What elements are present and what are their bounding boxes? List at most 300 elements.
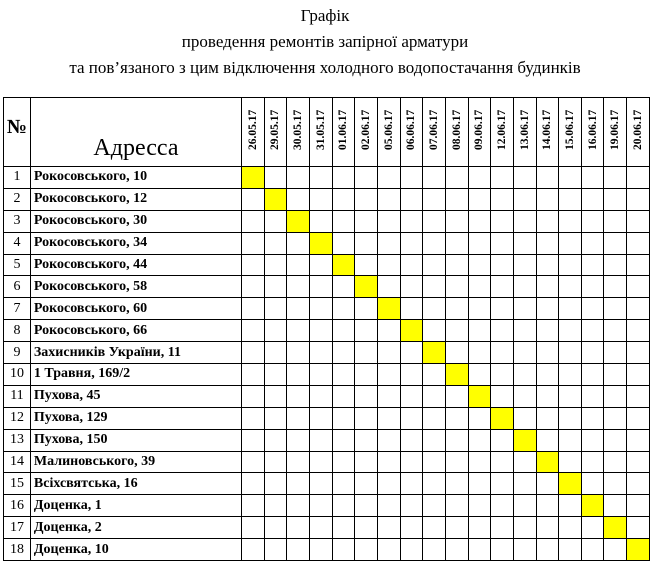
schedule-cell (559, 429, 582, 451)
row-address: 1 Травня, 169/2 (30, 364, 241, 386)
title-line-3: та пов’язаного з цим відключення холодного водопостачання будинків (69, 58, 581, 77)
row-address: Рокосовського, 12 (30, 188, 241, 210)
schedule-cell (355, 495, 378, 517)
schedule-cell (604, 232, 627, 254)
schedule-cell (332, 407, 355, 429)
schedule-cell (536, 320, 559, 342)
schedule-cell (377, 210, 400, 232)
schedule-cell (604, 254, 627, 276)
schedule-cell (536, 517, 559, 539)
header-date (355, 98, 378, 167)
schedule-cell (355, 473, 378, 495)
schedule-cell (377, 188, 400, 210)
schedule-cell (264, 495, 287, 517)
schedule-cell (400, 276, 423, 298)
schedule-cell (445, 342, 468, 364)
header-date-label: 29.05.17 (269, 109, 282, 150)
schedule-cell (309, 517, 332, 539)
schedule-cell (468, 495, 491, 517)
schedule-cell (355, 385, 378, 407)
schedule-cell (287, 167, 310, 189)
scheduled-cell (332, 254, 355, 276)
schedule-cell (309, 407, 332, 429)
schedule-cell (581, 407, 604, 429)
schedule-cell (468, 473, 491, 495)
row-address: Всіхсвятська, 16 (30, 473, 241, 495)
schedule-cell (355, 539, 378, 561)
schedule-cell (445, 473, 468, 495)
header-date (491, 98, 514, 167)
schedule-cell (287, 407, 310, 429)
table-row (4, 539, 650, 561)
schedule-cell (264, 473, 287, 495)
schedule-cell (423, 320, 446, 342)
schedule-cell (332, 167, 355, 189)
schedule-cell (627, 407, 650, 429)
schedule-cell (536, 539, 559, 561)
schedule-cell (468, 298, 491, 320)
schedule-cell (309, 298, 332, 320)
row-address: Доценка, 2 (30, 517, 241, 539)
schedule-cell (627, 298, 650, 320)
header-date (332, 98, 355, 167)
schedule-cell (559, 342, 582, 364)
schedule-cell (355, 451, 378, 473)
scheduled-cell (423, 342, 446, 364)
schedule-cell (309, 429, 332, 451)
schedule-cell (559, 407, 582, 429)
schedule-cell (468, 210, 491, 232)
schedule-cell (559, 495, 582, 517)
schedule-cell (604, 473, 627, 495)
schedule-cell (423, 276, 446, 298)
schedule-cell (468, 539, 491, 561)
schedule-cell (423, 364, 446, 386)
schedule-cell (536, 364, 559, 386)
schedule-cell (400, 210, 423, 232)
schedule-cell (377, 254, 400, 276)
schedule-cell (309, 364, 332, 386)
schedule-cell (241, 495, 264, 517)
schedule-cell (332, 276, 355, 298)
schedule-cell (536, 407, 559, 429)
schedule-cell (287, 298, 310, 320)
schedule-cell (400, 188, 423, 210)
header-date-label: 09.06.17 (473, 109, 486, 150)
row-address: Пухова, 150 (30, 429, 241, 451)
schedule-cell (264, 254, 287, 276)
schedule-cell (513, 188, 536, 210)
schedule-cell (400, 473, 423, 495)
schedule-cell (287, 320, 310, 342)
schedule-cell (355, 254, 378, 276)
schedule-cell (332, 517, 355, 539)
schedule-cell (445, 407, 468, 429)
header-date (287, 98, 310, 167)
schedule-cell (241, 188, 264, 210)
schedule-cell (332, 188, 355, 210)
schedule-cell (445, 188, 468, 210)
schedule-cell (241, 385, 264, 407)
schedule-cell (468, 254, 491, 276)
schedule-cell (445, 276, 468, 298)
schedule-cell (536, 188, 559, 210)
schedule-cell (400, 254, 423, 276)
header-date (536, 98, 559, 167)
row-address: Рокосовського, 60 (30, 298, 241, 320)
schedule-cell (241, 254, 264, 276)
schedule-cell (355, 298, 378, 320)
schedule-cell (627, 429, 650, 451)
schedule-cell (287, 495, 310, 517)
schedule-cell (513, 320, 536, 342)
row-number: 10 (4, 364, 31, 386)
schedule-cell (241, 364, 264, 386)
row-number: 6 (4, 276, 31, 298)
schedule-cell (559, 167, 582, 189)
schedule-cell (423, 385, 446, 407)
title-line-1: Графік (300, 6, 350, 25)
schedule-cell (377, 517, 400, 539)
schedule-cell (468, 429, 491, 451)
schedule-cell (309, 451, 332, 473)
schedule-cell (309, 210, 332, 232)
schedule-cell (241, 539, 264, 561)
row-number: 8 (4, 320, 31, 342)
schedule-cell (491, 320, 514, 342)
table-row (4, 451, 650, 473)
schedule-cell (445, 385, 468, 407)
schedule-cell (309, 276, 332, 298)
schedule-cell (264, 451, 287, 473)
schedule-cell (581, 298, 604, 320)
schedule-cell (400, 342, 423, 364)
schedule-cell (400, 232, 423, 254)
schedule-cell (241, 210, 264, 232)
scheduled-cell (309, 232, 332, 254)
header-date (241, 98, 264, 167)
schedule-cell (400, 451, 423, 473)
row-number: 14 (4, 451, 31, 473)
schedule-cell (445, 539, 468, 561)
schedule-cell (604, 298, 627, 320)
schedule-cell (423, 451, 446, 473)
header-date-label: 19.06.17 (609, 109, 622, 150)
schedule-cell (513, 407, 536, 429)
schedule-cell (287, 473, 310, 495)
header-date-label: 13.06.17 (518, 109, 531, 150)
schedule-cell (355, 210, 378, 232)
scheduled-cell (581, 495, 604, 517)
schedule-cell (377, 429, 400, 451)
schedule-cell (264, 298, 287, 320)
schedule-cell (400, 429, 423, 451)
scheduled-cell (377, 298, 400, 320)
schedule-cell (241, 320, 264, 342)
schedule-cell (287, 276, 310, 298)
schedule-cell (377, 407, 400, 429)
header-date (377, 98, 400, 167)
schedule-cell (513, 298, 536, 320)
schedule-cell (332, 342, 355, 364)
row-address: Пухова, 129 (30, 407, 241, 429)
row-address: Рокосовського, 44 (30, 254, 241, 276)
schedule-cell (491, 473, 514, 495)
row-address: Рокосовського, 10 (30, 167, 241, 189)
schedule-cell (581, 188, 604, 210)
schedule-cell (536, 210, 559, 232)
schedule-cell (400, 364, 423, 386)
schedule-cell (264, 232, 287, 254)
header-date-label: 07.06.17 (428, 109, 441, 150)
schedule-cell (445, 517, 468, 539)
schedule-cell (355, 232, 378, 254)
schedule-cell (445, 429, 468, 451)
table-row (4, 342, 650, 364)
schedule-cell (332, 451, 355, 473)
schedule-cell (491, 385, 514, 407)
schedule-cell (423, 167, 446, 189)
schedule-cell (491, 429, 514, 451)
table-row (4, 276, 650, 298)
header-row (4, 98, 650, 167)
row-address: Рокосовського, 58 (30, 276, 241, 298)
schedule-cell (264, 276, 287, 298)
schedule-cell (355, 364, 378, 386)
schedule-cell (468, 320, 491, 342)
schedule-cell (581, 210, 604, 232)
schedule-cell (355, 517, 378, 539)
table-row (4, 188, 650, 210)
scheduled-cell (536, 451, 559, 473)
row-number: 13 (4, 429, 31, 451)
schedule-cell (559, 385, 582, 407)
row-number: 17 (4, 517, 31, 539)
schedule-cell (627, 167, 650, 189)
schedule-cell (355, 188, 378, 210)
schedule-cell (241, 298, 264, 320)
schedule-cell (513, 342, 536, 364)
header-date (468, 98, 491, 167)
header-date-label: 16.06.17 (586, 109, 599, 150)
schedule-cell (491, 254, 514, 276)
schedule-cell (309, 188, 332, 210)
schedule-cell (559, 210, 582, 232)
header-date-label: 05.06.17 (382, 109, 395, 150)
row-number: 18 (4, 539, 31, 561)
schedule-cell (468, 188, 491, 210)
header-date (309, 98, 332, 167)
header-date (559, 98, 582, 167)
schedule-cell (445, 254, 468, 276)
row-address: Захисників України, 11 (30, 342, 241, 364)
schedule-cell (241, 232, 264, 254)
schedule-cell (377, 495, 400, 517)
schedule-cell (604, 188, 627, 210)
schedule-cell (468, 451, 491, 473)
schedule-cell (604, 539, 627, 561)
schedule-cell (604, 364, 627, 386)
table-row (4, 167, 650, 189)
scheduled-cell (287, 210, 310, 232)
schedule-cell (581, 385, 604, 407)
schedule-cell (581, 451, 604, 473)
schedule-cell (513, 276, 536, 298)
schedule-cell (491, 188, 514, 210)
schedule-cell (559, 451, 582, 473)
schedule-cell (423, 495, 446, 517)
row-number: 16 (4, 495, 31, 517)
schedule-cell (287, 254, 310, 276)
schedule-cell (264, 167, 287, 189)
schedule-cell (559, 188, 582, 210)
row-address: Рокосовського, 66 (30, 320, 241, 342)
schedule-cell (309, 495, 332, 517)
schedule-cell (287, 429, 310, 451)
schedule-cell (287, 451, 310, 473)
title-line-2: проведення ремонтів запірної арматури (181, 32, 469, 51)
schedule-cell (468, 342, 491, 364)
table-row (4, 429, 650, 451)
schedule-cell (491, 495, 514, 517)
schedule-cell (604, 429, 627, 451)
table-row (4, 407, 650, 429)
schedule-cell (581, 342, 604, 364)
schedule-cell (491, 517, 514, 539)
schedule-cell (400, 385, 423, 407)
header-date-label: 02.06.17 (360, 109, 373, 150)
scheduled-cell (241, 167, 264, 189)
schedule-cell (445, 167, 468, 189)
schedule-cell (604, 320, 627, 342)
schedule-cell (264, 364, 287, 386)
schedule-cell (627, 320, 650, 342)
row-address: Доценка, 10 (30, 539, 241, 561)
schedule-cell (627, 254, 650, 276)
schedule-cell (287, 539, 310, 561)
header-date-label: 08.06.17 (450, 109, 463, 150)
schedule-table (3, 97, 650, 561)
header-address: Адресса (30, 98, 241, 167)
schedule-cell (377, 385, 400, 407)
schedule-cell (491, 232, 514, 254)
header-date-label: 06.06.17 (405, 109, 418, 150)
schedule-cell (287, 342, 310, 364)
schedule-cell (355, 342, 378, 364)
schedule-cell (536, 473, 559, 495)
scheduled-cell (264, 188, 287, 210)
schedule-cell (513, 232, 536, 254)
schedule-cell (264, 539, 287, 561)
schedule-cell (377, 167, 400, 189)
schedule-cell (604, 276, 627, 298)
schedule-cell (581, 429, 604, 451)
schedule-cell (559, 517, 582, 539)
schedule-cell (264, 320, 287, 342)
schedule-cell (355, 429, 378, 451)
schedule-cell (355, 407, 378, 429)
schedule-cell (332, 320, 355, 342)
schedule-cell (627, 473, 650, 495)
schedule-cell (241, 473, 264, 495)
header-date (513, 98, 536, 167)
schedule-cell (559, 364, 582, 386)
schedule-cell (423, 298, 446, 320)
table-row (4, 364, 650, 386)
schedule-cell (400, 167, 423, 189)
schedule-cell (332, 385, 355, 407)
header-date (400, 98, 423, 167)
schedule-cell (513, 254, 536, 276)
schedule-cell (423, 407, 446, 429)
schedule-cell (264, 210, 287, 232)
schedule-cell (513, 517, 536, 539)
schedule-cell (377, 232, 400, 254)
schedule-cell (604, 407, 627, 429)
schedule-cell (513, 167, 536, 189)
schedule-cell (491, 539, 514, 561)
schedule-cell (513, 473, 536, 495)
schedule-cell (377, 451, 400, 473)
schedule-cell (627, 276, 650, 298)
scheduled-cell (355, 276, 378, 298)
schedule-cell (581, 473, 604, 495)
schedule-cell (332, 495, 355, 517)
schedule-cell (332, 298, 355, 320)
schedule-cell (332, 429, 355, 451)
header-date-label: 14.06.17 (541, 109, 554, 150)
schedule-cell (264, 429, 287, 451)
schedule-cell (423, 473, 446, 495)
header-date (581, 98, 604, 167)
row-address: Доценка, 1 (30, 495, 241, 517)
schedule-cell (491, 342, 514, 364)
schedule-cell (377, 364, 400, 386)
row-number: 7 (4, 298, 31, 320)
schedule-cell (559, 298, 582, 320)
schedule-cell (559, 539, 582, 561)
table-row (4, 298, 650, 320)
schedule-cell (332, 364, 355, 386)
schedule-cell (264, 517, 287, 539)
schedule-cell (627, 342, 650, 364)
header-date (445, 98, 468, 167)
scheduled-cell (604, 517, 627, 539)
schedule-cell (309, 167, 332, 189)
schedule-cell (445, 320, 468, 342)
schedule-cell (581, 320, 604, 342)
schedule-cell (423, 210, 446, 232)
row-address: Рокосовського, 30 (30, 210, 241, 232)
schedule-cell (332, 210, 355, 232)
schedule-cell (536, 429, 559, 451)
schedule-cell (445, 298, 468, 320)
schedule-cell (604, 167, 627, 189)
row-number: 12 (4, 407, 31, 429)
header-date-label: 01.06.17 (337, 109, 350, 150)
schedule-cell (400, 539, 423, 561)
schedule-cell (241, 276, 264, 298)
schedule-cell (423, 517, 446, 539)
schedule-cell (377, 320, 400, 342)
schedule-cell (287, 385, 310, 407)
scheduled-cell (445, 364, 468, 386)
header-number: № (4, 98, 31, 167)
schedule-cell (581, 254, 604, 276)
schedule-cell (423, 254, 446, 276)
row-number: 9 (4, 342, 31, 364)
row-address: Рокосовського, 34 (30, 232, 241, 254)
